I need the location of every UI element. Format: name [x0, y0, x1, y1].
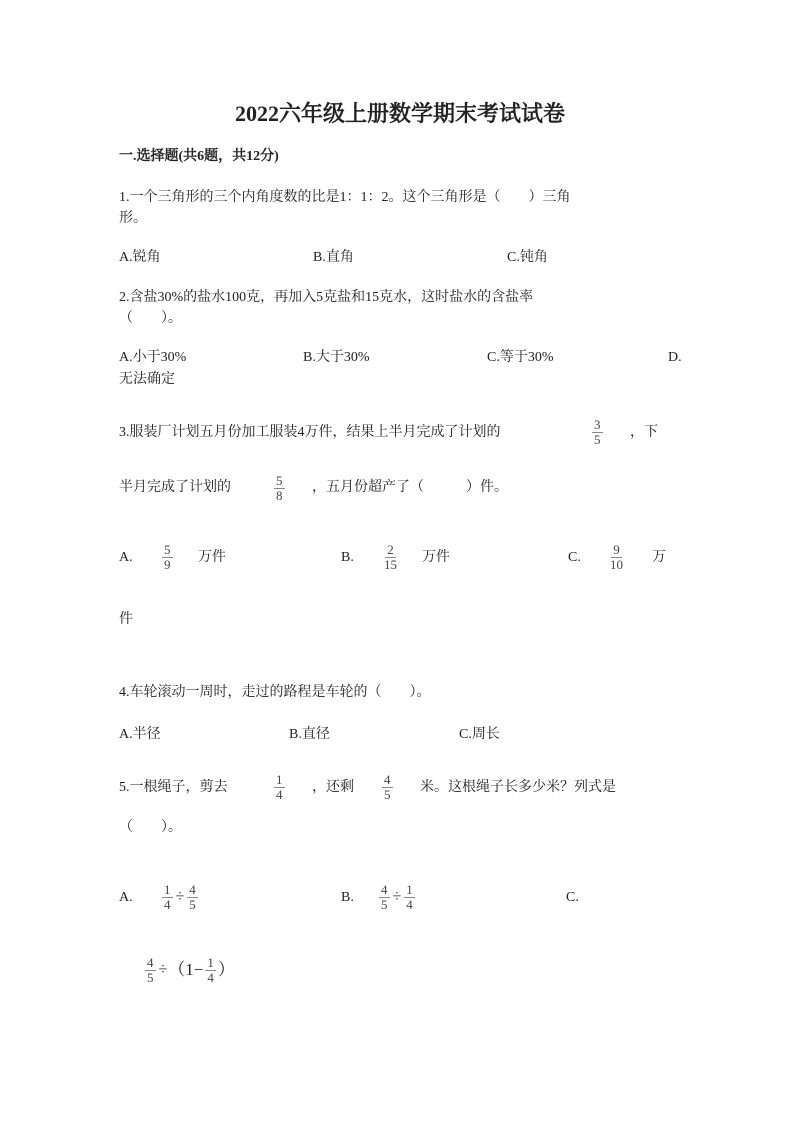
q3-option-c-label: C. — [568, 550, 581, 565]
q5-option-b-label: B. — [341, 890, 354, 905]
question-5-text: 5.一根绳子，剪去 — [119, 780, 228, 795]
q1-option-a: A.锐角 — [119, 250, 161, 265]
q4-option-b: B.直径 — [289, 727, 330, 742]
denominator: 5 — [594, 432, 601, 447]
question-1-text-cont: 形。 — [119, 211, 147, 226]
q5-option-a-expression — [160, 880, 200, 914]
fraction-3-5 — [590, 418, 605, 447]
numerator: 4 — [189, 881, 196, 897]
q5-option-c-expression — [143, 953, 235, 987]
numerator: 5 — [164, 542, 171, 557]
q3-option-b-unit: 万件 — [422, 550, 450, 565]
question-3-text-cont-end: ，五月份超产了（ ）件。 — [312, 480, 508, 495]
q5-option-c-label: C. — [566, 890, 579, 905]
question-1-text: 1.一个三角形的三个内角度数的比是1：1：2。这个三角形是（ ）三角 — [119, 190, 571, 205]
divide-sign: ÷ — [392, 888, 402, 905]
denominator: 4 — [276, 787, 283, 802]
q1-option-b: B.直角 — [313, 250, 354, 265]
numerator: 5 — [276, 473, 283, 488]
q2-option-c: C.等于30% — [487, 350, 554, 365]
section-heading: 一.选择题(共6题，共12分) — [119, 149, 279, 164]
q3-option-c-unit-cont: 件 — [119, 612, 133, 627]
question-5-text-b: ，还剩 — [312, 780, 354, 795]
open-paren-one: （1 — [168, 960, 194, 979]
question-5-text-c: 米。这根绳子长多少米？列式是 — [420, 780, 616, 795]
q4-option-c: C.周长 — [459, 727, 500, 742]
numerator: 4 — [384, 772, 391, 787]
divide-sign: ÷ — [175, 888, 185, 905]
q1-option-c: C.钝角 — [507, 250, 548, 265]
denominator: 9 — [164, 557, 171, 572]
numerator: 1 — [406, 881, 413, 897]
q2-option-d: D. — [668, 350, 682, 365]
denominator: 5 — [147, 969, 154, 985]
numerator: 4 — [147, 954, 154, 970]
fraction-5-8 — [272, 474, 287, 503]
question-5-text-cont: （ ）。 — [119, 820, 182, 835]
q3-option-a-label: A. — [119, 550, 133, 565]
q3-option-a-unit: 万件 — [198, 550, 226, 565]
denominator: 15 — [384, 557, 397, 572]
question-2-text-cont: （ ）。 — [119, 311, 182, 326]
question-4-text: 4.车轮滚动一周时，走过的路程是车轮的（ ）。 — [119, 685, 431, 700]
denominator: 4 — [164, 896, 171, 912]
denominator: 5 — [381, 896, 388, 912]
q2-option-d-text: 无法确定 — [119, 372, 175, 387]
q5-option-a-label: A. — [119, 890, 133, 905]
q3-option-c-fraction — [606, 543, 627, 572]
numerator: 1 — [164, 881, 171, 897]
denominator: 5 — [384, 787, 391, 802]
denominator: 5 — [189, 896, 196, 912]
minus-sign: − — [193, 960, 204, 979]
denominator: 10 — [610, 557, 623, 572]
question-2-text: 2.含盐30%的盐水100克，再加入5克盐和15克水，这时盐水的含盐率 — [119, 290, 534, 305]
q3-option-c-unit: 万 — [652, 550, 666, 565]
q3-option-b-label: B. — [341, 550, 354, 565]
denominator: 4 — [406, 896, 413, 912]
question-3-text: 3.服装厂计划五月份加工服装4万件，结果上半月完成了计划的 — [119, 425, 501, 440]
q2-option-b: B.大于30% — [303, 350, 370, 365]
numerator: 1 — [207, 954, 214, 970]
divide-sign: ÷ — [158, 961, 168, 978]
fraction-4-5 — [380, 773, 395, 802]
question-3-text-cont: 半月完成了计划的 — [119, 480, 231, 495]
close-paren: ） — [217, 960, 235, 979]
q5-option-b-expression — [377, 880, 417, 914]
q3-option-b-fraction — [380, 543, 401, 572]
question-3-text-end: ，下 — [630, 425, 658, 440]
q2-option-a: A.小于30% — [119, 350, 187, 365]
q3-option-a-fraction — [160, 543, 175, 572]
numerator: 2 — [387, 542, 394, 557]
numerator: 4 — [381, 881, 388, 897]
q4-option-a: A.半径 — [119, 727, 161, 742]
fraction-1-4 — [272, 773, 287, 802]
numerator: 1 — [276, 772, 283, 787]
page-title: 2022六年级上册数学期末考试试卷 — [234, 101, 565, 126]
numerator: 9 — [613, 542, 620, 557]
numerator: 3 — [594, 417, 601, 432]
denominator: 8 — [276, 488, 283, 503]
denominator: 4 — [207, 969, 214, 985]
